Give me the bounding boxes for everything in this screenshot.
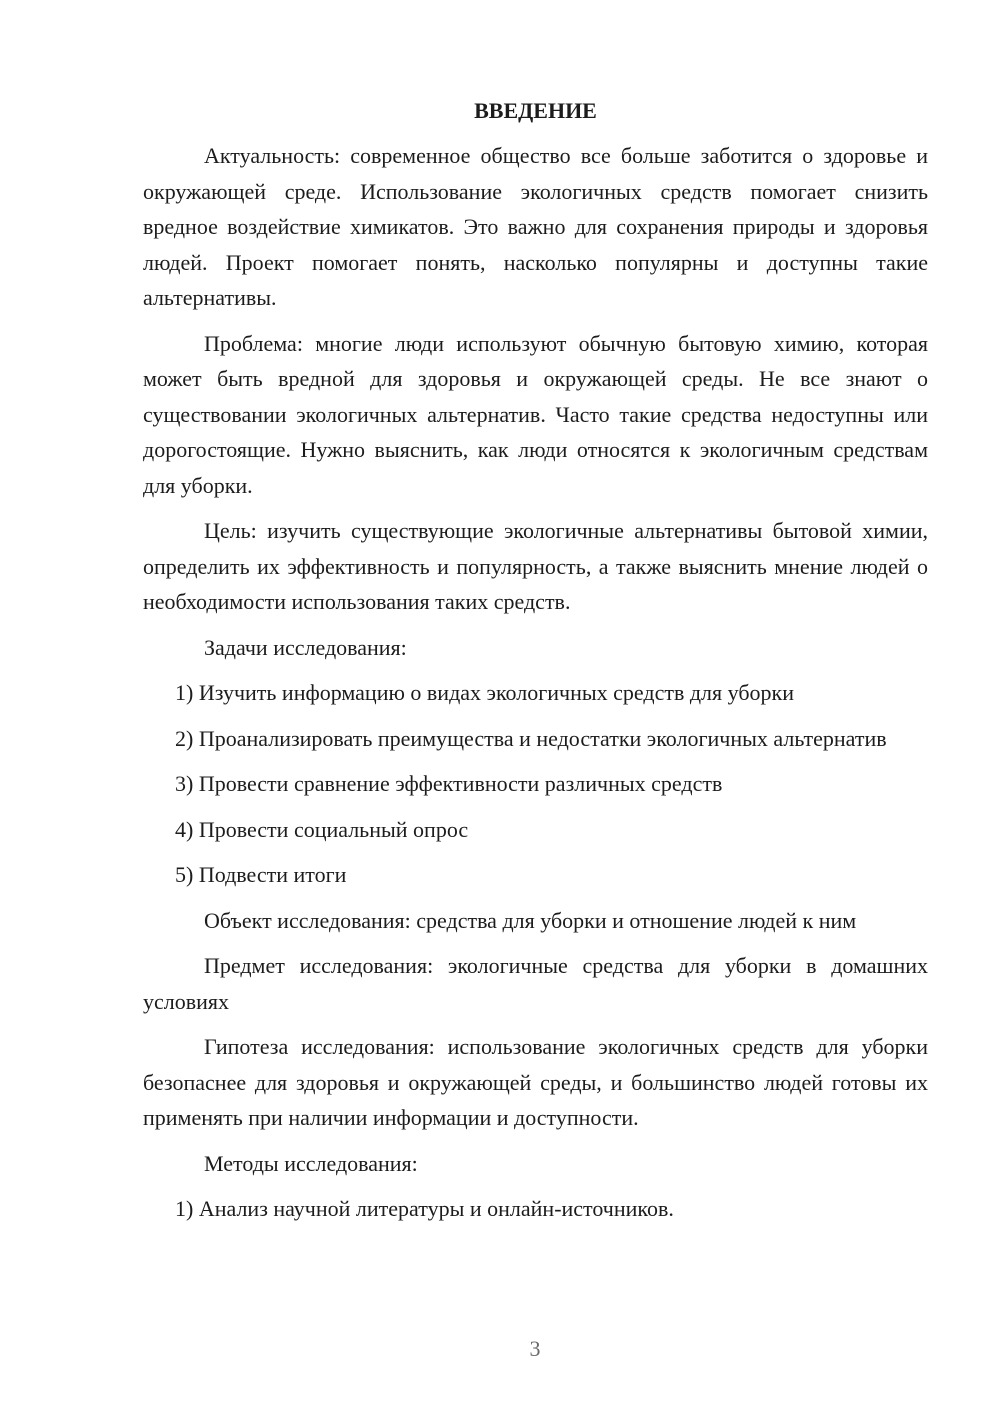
task-item-5: 5) Подвести итоги xyxy=(175,862,347,887)
goal-paragraph: Цель: изучить существующие экологичные альтернативы бытовой химии, определить их эффективность и популярность, а также выяснить мнение людей о необходимости использования таких средств. xyxy=(143,518,928,614)
task-item-3: 3) Провести сравнение эффективности различных средств xyxy=(175,771,723,796)
relevance-paragraph: Актуальность: современное общество все больше заботится о здоровье и окружающей среде. Использование экологичных средств помогает снизить вредное воздействие химикатов. Это важно для сохранения природы и здоровья людей. Проект помогает понять, насколько популярны и доступны такие альтернативы. xyxy=(143,143,928,310)
tasks-label: Задачи исследования: xyxy=(204,634,407,660)
page-number: 3 xyxy=(529,1336,541,1361)
method-item-1: 1) Анализ научной литературы и онлайн-источников. xyxy=(175,1196,674,1221)
section-heading: ВВЕДЕНИЕ xyxy=(474,98,597,123)
problem-paragraph: Проблема: многие люди используют обычную бытовую химию, которая может быть вредной для здоровья и окружающей среды. Не все знают о существовании экологичных альтернатив. Часто такие средства недоступны или дорогостоящие. Нужно выяснить, как люди относятся к экологичным средствам для уборки. xyxy=(143,330,928,498)
hypothesis-paragraph: Гипотеза исследования: использование экологичных средств для уборки безопаснее для здоровья и окружающей среды, и большинство людей готовы их применять при наличии информации и доступности. xyxy=(143,1034,928,1130)
task-item-1: 1) Изучить информацию о видах экологичных средств для уборки xyxy=(175,680,795,705)
task-item-4: 4) Провести социальный опрос xyxy=(175,816,469,842)
object-paragraph: Объект исследования: средства для уборки и отношение людей к ним xyxy=(204,907,857,933)
subject-paragraph: Предмет исследования: экологичные средства для уборки в домашних условиях xyxy=(143,953,928,1014)
task-item-2: 2) Проанализировать преимущества и недостатки экологичных альтернатив xyxy=(175,725,887,751)
page-content xyxy=(143,96,928,1237)
methods-label: Методы исследования: xyxy=(204,1150,418,1176)
